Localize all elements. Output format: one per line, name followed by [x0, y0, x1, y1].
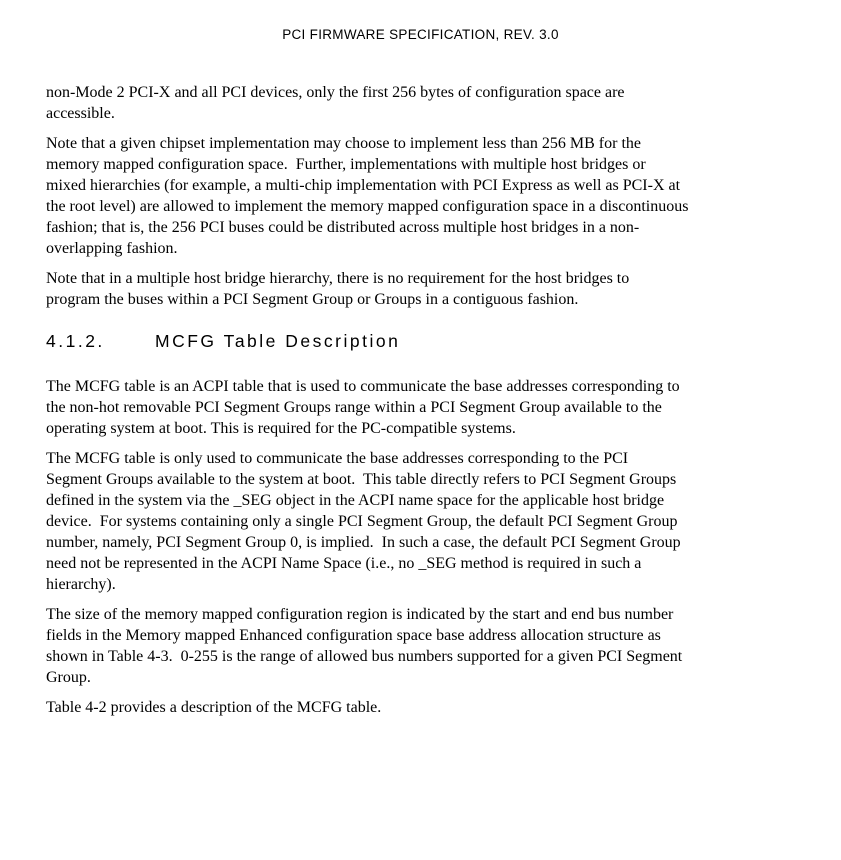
paragraph	[46, 133, 778, 259]
text-line: The MCFG table is an ACPI table that is used to communicate the base addresses corresponding to	[46, 378, 680, 395]
text-line: The size of the memory mapped configuration region is indicated by the start and end bus number	[46, 606, 674, 623]
text-line: need not be represented in the ACPI Name Space (i.e., no _SEG method is required in such a	[46, 555, 642, 572]
page-content	[46, 82, 778, 727]
paragraph	[46, 448, 778, 595]
paragraph	[46, 697, 778, 718]
section-heading	[46, 330, 778, 352]
text-line: the non-hot removable PCI Segment Groups range within a PCI Segment Group available to the	[46, 399, 662, 416]
text-line: Table 4-2 provides a description of the MCFG table.	[46, 699, 382, 716]
text-line: fashion; that is, the 256 PCI buses could be distributed across multiple host bridges in a non-	[46, 219, 640, 236]
text-line: operating system at boot. This is required for the PC-compatible systems.	[46, 420, 516, 437]
text-line: memory mapped configuration space. Further, implementations with multiple host bridges or	[46, 156, 646, 173]
text-line: device. For systems containing only a single PCI Segment Group, the default PCI Segment Group	[46, 513, 678, 530]
text-line: accessible.	[46, 105, 115, 122]
text-line: Segment Groups available to the system at boot. This table directly refers to PCI Segment Groups	[46, 471, 677, 488]
text-line: the root level) are allowed to implement the memory mapped configuration space in a discontinuous	[46, 198, 689, 215]
paragraph	[46, 376, 778, 439]
text-line: Group.	[46, 669, 91, 686]
paragraph	[46, 268, 778, 310]
text-line: overlapping fashion.	[46, 240, 178, 257]
text-line: mixed hierarchies (for example, a multi-chip implementation with PCI Express as well as PCI-X at	[46, 177, 681, 194]
text-line: Note that in a multiple host bridge hierarchy, there is no requirement for the host bridges to	[46, 270, 630, 287]
paragraph	[46, 604, 778, 688]
text-line: non-Mode 2 PCI-X and all PCI devices, only the first 256 bytes of configuration space are	[46, 84, 625, 101]
paragraph	[46, 82, 778, 124]
text-line: The MCFG table is only used to communicate the base addresses corresponding to the PCI	[46, 450, 629, 467]
section-title: MCFG Table Description	[155, 331, 401, 351]
text-line: defined in the system via the _SEG object in the ACPI name space for the applicable host bridge	[46, 492, 665, 509]
text-line: program the buses within a PCI Segment Group or Groups in a contiguous fashion.	[46, 291, 579, 308]
text-line: fields in the Memory mapped Enhanced configuration space base address allocation structure as	[46, 627, 661, 644]
text-line: Note that a given chipset implementation may choose to implement less than 256 MB for the	[46, 135, 641, 152]
section-number: 4.1.2.	[46, 331, 105, 351]
text-line: number, namely, PCI Segment Group 0, is implied. In such a case, the default PCI Segment Group	[46, 534, 681, 551]
running-header: PCI FIRMWARE SPECIFICATION, REV. 3.0	[282, 27, 559, 42]
text-line: hierarchy).	[46, 576, 116, 593]
text-line: shown in Table 4-3. 0-255 is the range of allowed bus numbers supported for a given PCI Segment	[46, 648, 683, 665]
